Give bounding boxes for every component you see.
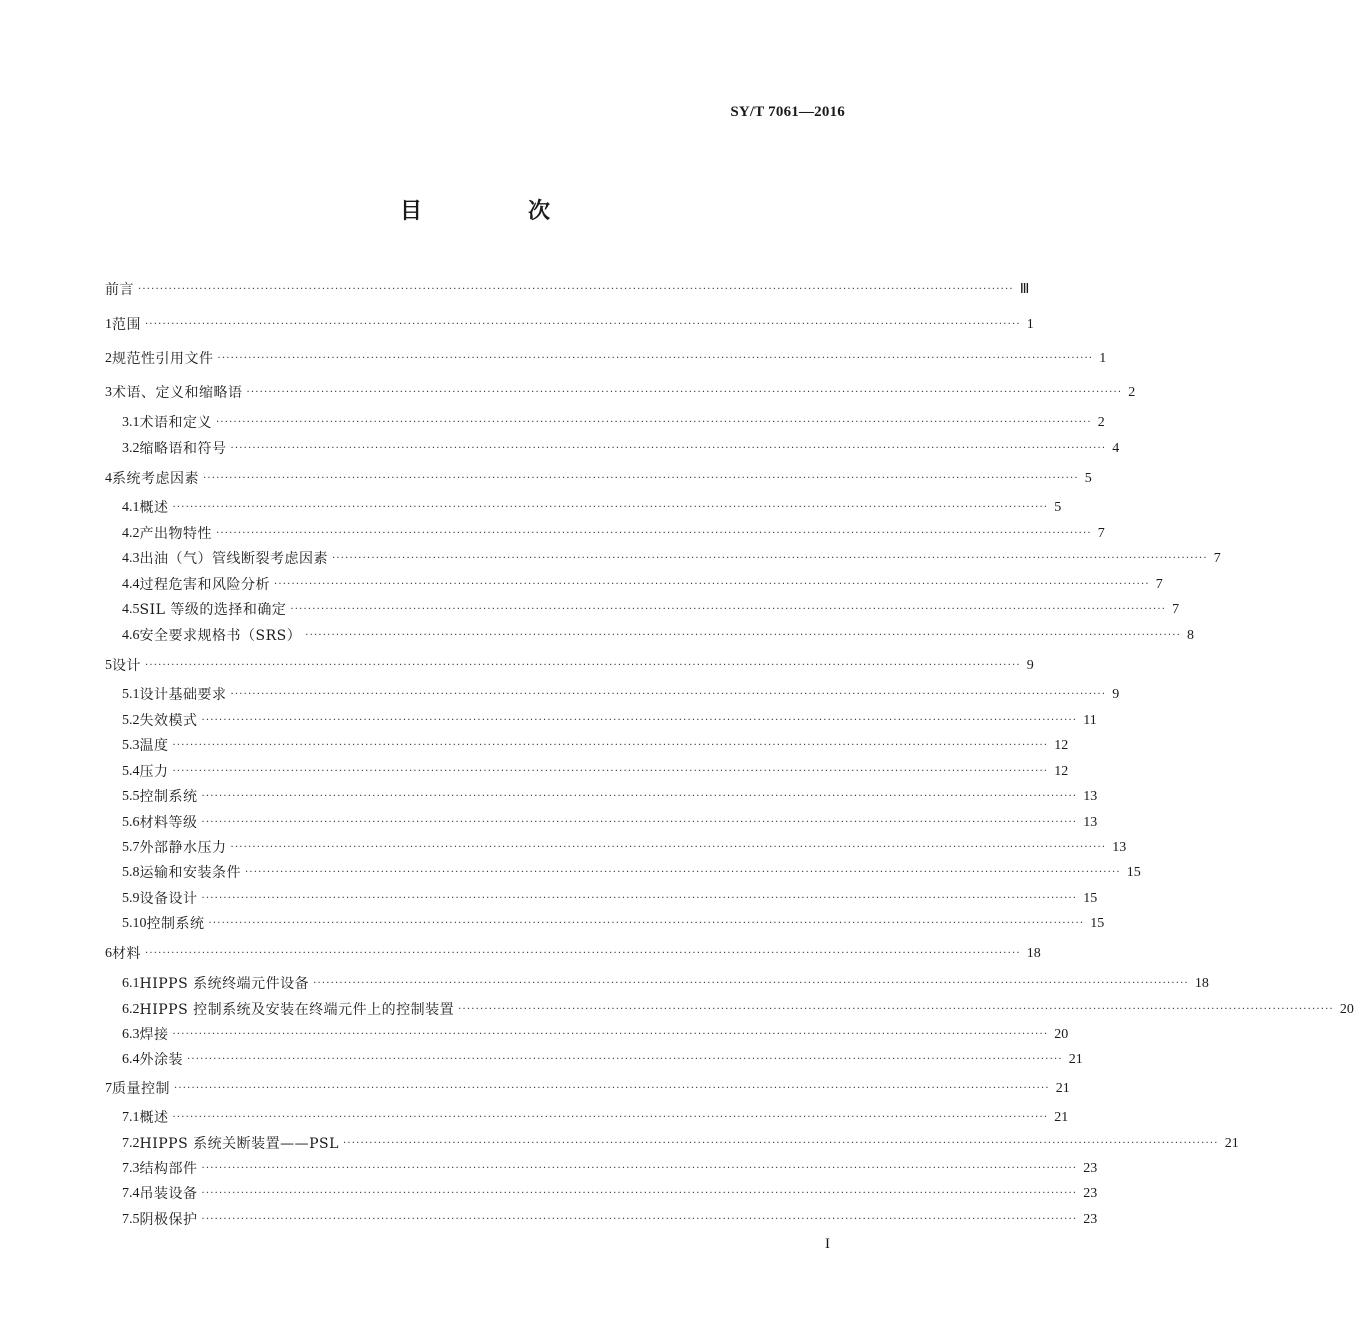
toc-entry-title: 吊装设备 xyxy=(139,1186,198,1202)
toc-entry-number: 5.5 xyxy=(122,789,140,804)
toc-leader-dots: ········································································································································································································ xyxy=(172,1029,1049,1040)
toc-leader-dots: ········································································································································································································ xyxy=(145,660,1021,671)
toc-entry-page: 7 xyxy=(1213,551,1221,566)
toc-leader-dots: ········································································································································································································ xyxy=(216,417,1092,428)
toc-leader-dots: ········································································································································································································ xyxy=(201,1163,1078,1174)
toc-leader-dots: ········································································································································································································ xyxy=(216,528,1092,539)
toc-entry-number: 4.1 xyxy=(122,500,140,515)
toc-entry-number: 6.1 xyxy=(122,976,140,991)
toc-entry-number: 5.9 xyxy=(122,891,140,906)
page-title: 目 次 xyxy=(399,199,592,224)
toc-entry[interactable] xyxy=(0,786,1098,808)
toc-entry[interactable] xyxy=(0,438,1120,460)
toc-entry-title: 概述 xyxy=(139,1110,169,1126)
toc-entry-title: 外部静水压力 xyxy=(139,840,227,856)
toc-entry-number: 7.1 xyxy=(122,1110,140,1125)
toc-entry[interactable] xyxy=(0,382,1136,404)
toc-entry[interactable] xyxy=(0,999,1354,1021)
toc-entry[interactable] xyxy=(0,548,1221,570)
toc-entry-title: 材料 xyxy=(112,946,141,962)
toc-entry-number: 4.3 xyxy=(122,551,140,566)
toc-entry-number: 3.2 xyxy=(122,441,140,456)
toc-entry[interactable] xyxy=(0,1183,1098,1205)
toc-entry-page: 21 xyxy=(1224,1136,1239,1151)
toc-entry[interactable] xyxy=(0,348,1107,370)
toc-entry-page: 23 xyxy=(1083,1212,1098,1227)
toc-entry-title: HIPPS 系统关断装置——PSL xyxy=(139,1136,339,1152)
toc-entry[interactable] xyxy=(0,468,1092,490)
toc-entry-number: 1 xyxy=(105,317,112,332)
toc-entry-page: 21 xyxy=(1054,1110,1069,1125)
toc-entry[interactable] xyxy=(0,1078,1070,1100)
toc-entry-title: 前言 xyxy=(105,282,134,298)
toc-entry-number: 5.4 xyxy=(122,764,140,779)
toc-entry-page: 23 xyxy=(1083,1186,1098,1201)
toc-entry-page: 12 xyxy=(1054,738,1069,753)
toc-entry-page: 13 xyxy=(1083,789,1098,804)
toc-entry[interactable] xyxy=(0,1049,1083,1071)
standard-code: SY/T 7061—2016 xyxy=(730,104,845,120)
toc-entry[interactable] xyxy=(0,761,1069,783)
toc-entry-page: 18 xyxy=(1194,976,1209,991)
toc-entry[interactable] xyxy=(0,862,1141,884)
toc-entry[interactable] xyxy=(0,684,1120,706)
toc-entry-number: 7.2 xyxy=(122,1136,140,1151)
toc-entry-page: 1 xyxy=(1026,317,1034,332)
toc-entry-title: 缩略语和符号 xyxy=(139,441,227,457)
toc-leader-dots: ········································································································································································································ xyxy=(290,604,1167,615)
toc-leader-dots: ········································································································································································································ xyxy=(201,715,1078,726)
toc-entry[interactable] xyxy=(0,1107,1069,1129)
toc-leader-dots: ········································································································································································································ xyxy=(332,553,1208,564)
toc-entry[interactable] xyxy=(0,710,1097,732)
toc-entry[interactable] xyxy=(0,1024,1069,1046)
toc-entry-title: 压力 xyxy=(139,764,169,780)
toc-entry-number: 6.4 xyxy=(122,1052,140,1067)
toc-leader-dots: ········································································································································································································ xyxy=(313,978,1189,989)
toc-entry-page: 20 xyxy=(1054,1027,1069,1042)
toc-leader-dots: ········································································································································································································ xyxy=(217,353,1094,364)
toc-entry-page: 2 xyxy=(1128,385,1136,400)
toc-entry-title: 结构部件 xyxy=(139,1161,198,1177)
toc-entry-title: 质量控制 xyxy=(112,1081,170,1097)
toc-leader-dots: ········································································································································································································ xyxy=(174,1083,1050,1094)
toc-entry[interactable] xyxy=(0,314,1034,336)
toc-entry-page: 23 xyxy=(1083,1161,1098,1176)
toc-entry-title: 术语和定义 xyxy=(139,415,212,431)
toc-entry[interactable] xyxy=(0,812,1098,834)
toc-entry-number: 5.2 xyxy=(122,713,140,728)
toc-leader-dots: ········································································································································································································ xyxy=(245,867,1121,878)
toc-entry-number: 2 xyxy=(105,351,112,366)
toc-entry[interactable] xyxy=(0,625,1194,647)
toc-entry-title: 温度 xyxy=(139,738,169,754)
toc-leader-dots: ········································································································································································································ xyxy=(201,1214,1078,1225)
toc-leader-dots: ········································································································································································································ xyxy=(203,473,1079,484)
toc-entry-page: 8 xyxy=(1186,628,1194,643)
toc-entry-page: 15 xyxy=(1126,865,1141,880)
toc-entry[interactable] xyxy=(0,599,1180,621)
toc-leader-dots: ········································································································································································································ xyxy=(145,948,1021,959)
toc-leader-dots: ········································································································································································································ xyxy=(305,630,1181,641)
toc-leader-dots: ········································································································································································································ xyxy=(187,1054,1063,1065)
toc-leader-dots: ········································································································································································································ xyxy=(201,1188,1078,1199)
toc-leader-dots: ········································································································································································································ xyxy=(230,443,1107,454)
toc-entry-title: 出油（气）管线断裂考虑因素 xyxy=(139,551,328,567)
toc-leader-dots: ········································································································································································································ xyxy=(458,1004,1334,1015)
toc-entry[interactable] xyxy=(0,655,1034,677)
toc-entry[interactable] xyxy=(0,412,1105,434)
toc-entry-title: 过程危害和风险分析 xyxy=(139,577,270,593)
toc-leader-dots: ········································································································································································································ xyxy=(230,842,1107,853)
toc-entry-number: 7.4 xyxy=(122,1186,140,1201)
toc-entry-title: 运输和安装条件 xyxy=(139,865,241,881)
toc-leader-dots: ········································································································································································································ xyxy=(201,817,1078,828)
toc-entry[interactable] xyxy=(0,973,1209,995)
toc-entry-title: HIPPS 控制系统及安装在终端元件上的控制装置 xyxy=(139,1002,455,1018)
toc-entry-page: 7 xyxy=(1155,577,1163,592)
toc-leader-dots: ········································································································································································································ xyxy=(138,284,1014,295)
toc-entry[interactable] xyxy=(0,735,1069,757)
toc-entry-page: 21 xyxy=(1055,1081,1070,1096)
toc-entry-page: 13 xyxy=(1112,840,1127,855)
toc-entry[interactable] xyxy=(0,574,1163,596)
toc-entry-number: 4.6 xyxy=(122,628,140,643)
toc-entry-title: 设计 xyxy=(112,658,141,674)
toc-entry-title: 设计基础要求 xyxy=(139,687,227,703)
toc-entry-number: 6 xyxy=(105,946,112,961)
page-number: I xyxy=(825,1236,830,1252)
toc-entry-number: 4.5 xyxy=(122,602,140,617)
toc-entry[interactable] xyxy=(0,913,1105,935)
toc-entry-title: SIL 等级的选择和确定 xyxy=(139,602,287,618)
toc-entry[interactable] xyxy=(0,837,1127,859)
toc-entry-page: 5 xyxy=(1084,471,1092,486)
toc-entry-number: 7.3 xyxy=(122,1161,140,1176)
toc-entry-page: 9 xyxy=(1026,658,1034,673)
toc-leader-dots: ········································································································································································································ xyxy=(172,502,1049,513)
toc-leader-dots: ········································································································································································································ xyxy=(342,1138,1219,1149)
toc-entry-page: 1 xyxy=(1099,351,1107,366)
toc-entry-title: 失效模式 xyxy=(139,713,198,729)
toc-entry-number: 5.6 xyxy=(122,815,140,830)
toc-entry-page: 9 xyxy=(1112,687,1120,702)
toc-entry-number: 5 xyxy=(105,658,112,673)
toc-entry-title: 产出物特性 xyxy=(139,526,212,542)
toc-entry-page: 7 xyxy=(1097,526,1105,541)
toc-entry-number: 5.7 xyxy=(122,840,140,855)
toc-entry-page: 4 xyxy=(1112,441,1120,456)
toc-entry[interactable] xyxy=(0,1133,1239,1155)
toc-entry-page: 11 xyxy=(1083,713,1097,728)
toc-entry[interactable] xyxy=(0,1158,1098,1180)
toc-entry-page: 13 xyxy=(1083,815,1098,830)
toc-entry-page: 15 xyxy=(1090,916,1105,931)
toc-entry-page: 7 xyxy=(1172,602,1180,617)
toc-leader-dots: ········································································································································································································ xyxy=(172,766,1049,777)
toc-leader-dots: ········································································································································································································ xyxy=(172,1112,1049,1123)
toc-entry-title: 范围 xyxy=(112,317,141,333)
toc-entry-page: 12 xyxy=(1054,764,1069,779)
toc-entry-page: 21 xyxy=(1068,1052,1083,1067)
toc-entry-number: 7 xyxy=(105,1081,112,1096)
toc-entry-number: 4.2 xyxy=(122,526,140,541)
toc-entry-title: 安全要求规格书（SRS） xyxy=(139,628,302,644)
toc-entry-title: HIPPS 系统终端元件设备 xyxy=(139,976,310,992)
toc-entry-number: 4.4 xyxy=(122,577,140,592)
toc-entry-number: 3 xyxy=(105,385,112,400)
toc-leader-dots: ········································································································································································································ xyxy=(201,791,1078,802)
toc-entry-title: 规范性引用文件 xyxy=(112,351,214,367)
toc-entry-number: 7.5 xyxy=(122,1212,140,1227)
toc-entry[interactable] xyxy=(0,497,1062,519)
toc-entry-page: 15 xyxy=(1083,891,1098,906)
toc-leader-dots: ········································································································································································································ xyxy=(201,893,1078,904)
toc-entry-title: 术语、定义和缩略语 xyxy=(112,385,243,401)
toc-leader-dots: ········································································································································································································ xyxy=(145,319,1021,330)
toc-entry-title: 控制系统 xyxy=(139,789,198,805)
toc-entry-title: 阴极保护 xyxy=(139,1212,198,1228)
toc-leader-dots: ········································································································································································································ xyxy=(172,740,1049,751)
toc-entry[interactable] xyxy=(0,1209,1098,1231)
toc-entry[interactable] xyxy=(0,279,1030,301)
toc-leader-dots: ········································································································································································································ xyxy=(230,689,1107,700)
toc-entry-title: 概述 xyxy=(139,500,169,516)
toc-entry-page: 20 xyxy=(1339,1002,1354,1017)
toc-entry-number: 6.2 xyxy=(122,1002,140,1017)
toc-entry-title: 焊接 xyxy=(139,1027,169,1043)
toc-entry-page: 18 xyxy=(1026,946,1041,961)
toc-entry-page: 5 xyxy=(1054,500,1062,515)
toc-entry-page: 2 xyxy=(1097,415,1105,430)
toc-entry[interactable] xyxy=(0,888,1098,910)
toc-entry-page: Ⅲ xyxy=(1019,282,1030,297)
toc-entry-number: 5.3 xyxy=(122,738,140,753)
toc-entry-number: 6.3 xyxy=(122,1027,140,1042)
toc-entry-title: 设备设计 xyxy=(139,891,198,907)
toc-entry-title: 系统考虑因素 xyxy=(112,471,199,487)
toc-entry-title: 材料等级 xyxy=(139,815,198,831)
toc-leader-dots: ········································································································································································································ xyxy=(208,918,1085,929)
toc-entry-number: 5.10 xyxy=(122,916,147,931)
toc-entry-title: 控制系统 xyxy=(146,916,205,932)
toc-entry[interactable] xyxy=(0,523,1105,545)
toc-entry-number: 5.1 xyxy=(122,687,140,702)
toc-entry-title: 外涂装 xyxy=(139,1052,183,1068)
toc-entry-number: 4 xyxy=(105,471,112,486)
toc-entry[interactable] xyxy=(0,943,1041,965)
toc-entry-number: 3.1 xyxy=(122,415,140,430)
toc-leader-dots: ········································································································································································································ xyxy=(246,387,1123,398)
toc-leader-dots: ········································································································································································································ xyxy=(274,579,1150,590)
toc-entry-number: 5.8 xyxy=(122,865,140,880)
